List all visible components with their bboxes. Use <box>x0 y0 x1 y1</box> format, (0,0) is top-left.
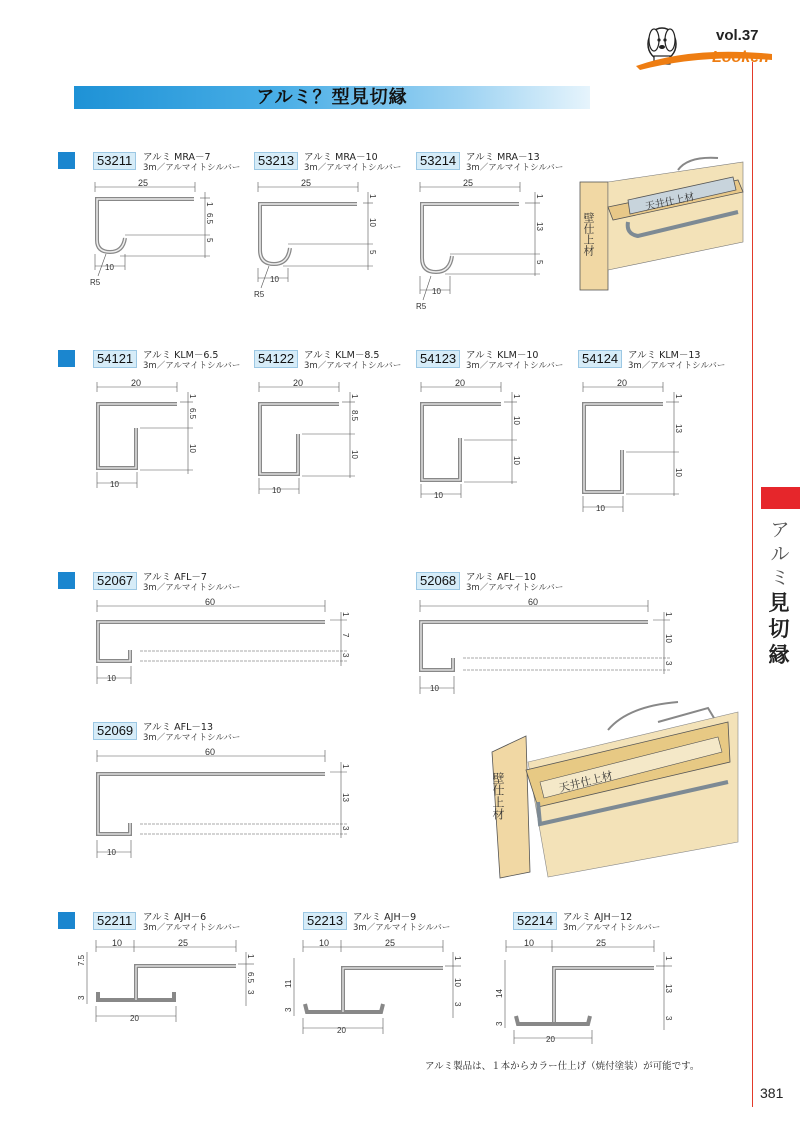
product-name: アルミ MRA－10 <box>304 152 378 163</box>
svg-text:10: 10 <box>105 263 114 272</box>
svg-text:10: 10 <box>112 938 123 948</box>
svg-text:25: 25 <box>596 938 607 948</box>
product-spec: 3m／アルマイトシルバー <box>143 733 241 743</box>
svg-text:3: 3 <box>341 826 350 831</box>
svg-text:6.5: 6.5 <box>188 408 197 420</box>
svg-text:10: 10 <box>664 634 673 643</box>
side-tab-title: 見切縁 <box>768 591 790 667</box>
profile-drawing-ajh9 <box>285 938 467 1038</box>
svg-text:10: 10 <box>432 287 441 296</box>
svg-text:10: 10 <box>453 978 462 987</box>
svg-text:10: 10 <box>272 486 281 495</box>
svg-text:25: 25 <box>385 938 396 948</box>
product-spec: 3m／アルマイトシルバー <box>304 361 402 371</box>
profile-drawing-ajh6 <box>78 938 260 1028</box>
svg-text:10: 10 <box>368 218 377 227</box>
svg-text:25: 25 <box>301 178 312 188</box>
svg-text:25: 25 <box>138 178 149 188</box>
svg-text:1: 1 <box>368 194 377 199</box>
profile-drawing-afl7 <box>85 598 355 688</box>
svg-text:1: 1 <box>341 764 350 769</box>
svg-text:1: 1 <box>535 194 544 199</box>
product-spec: 3m／アルマイトシルバー <box>563 923 661 933</box>
svg-text:13: 13 <box>341 793 350 802</box>
section-marker <box>58 912 75 929</box>
section-marker <box>58 572 75 589</box>
product-name: アルミ AJH－12 <box>563 912 633 923</box>
product-name: アルミ MRA－7 <box>143 152 211 163</box>
product-code: 54122 <box>254 350 298 368</box>
product-code: 52068 <box>416 572 460 590</box>
svg-text:6.5: 6.5 <box>205 213 214 225</box>
profile-drawing-mra13 <box>405 178 550 313</box>
product-code: 52213 <box>303 912 347 930</box>
svg-text:3: 3 <box>341 653 350 658</box>
svg-text:13: 13 <box>535 222 544 231</box>
product-code: 53214 <box>416 152 460 170</box>
profile-drawing-afl13 <box>85 748 355 863</box>
wall-label: 壁仕上材 <box>582 212 594 256</box>
svg-text:1: 1 <box>664 956 673 961</box>
product-code: 52214 <box>513 912 557 930</box>
profile-drawing-mra10 <box>243 178 383 303</box>
svg-text:10: 10 <box>188 444 197 453</box>
svg-text:R5: R5 <box>90 278 101 287</box>
side-tab-marker <box>761 487 800 509</box>
product-spec: 3m／アルマイトシルバー <box>466 583 564 593</box>
svg-text:1: 1 <box>205 202 214 207</box>
svg-text:3: 3 <box>664 1016 673 1021</box>
svg-text:10: 10 <box>434 491 443 500</box>
svg-text:14: 14 <box>495 989 504 998</box>
svg-text:20: 20 <box>130 1014 139 1023</box>
svg-text:11: 11 <box>284 979 293 988</box>
section-marker <box>58 350 75 367</box>
svg-text:1: 1 <box>664 612 673 617</box>
svg-text:3: 3 <box>284 1007 293 1012</box>
svg-text:8.5: 8.5 <box>350 410 359 422</box>
installation-illustration-afl <box>478 692 748 882</box>
svg-text:10: 10 <box>107 848 116 857</box>
svg-text:25: 25 <box>178 938 189 948</box>
profile-drawing-ajh12 <box>488 938 678 1048</box>
svg-text:10: 10 <box>107 674 116 683</box>
svg-text:1: 1 <box>188 394 197 399</box>
profile-drawing-mra7 <box>80 178 220 293</box>
svg-text:13: 13 <box>664 984 673 993</box>
product-code: 53213 <box>254 152 298 170</box>
product-name: アルミ KLM－6.5 <box>143 350 219 361</box>
svg-text:6.5: 6.5 <box>246 972 255 984</box>
svg-text:5: 5 <box>205 238 214 243</box>
svg-text:20: 20 <box>337 1026 346 1035</box>
svg-text:R5: R5 <box>254 290 265 299</box>
svg-text:R5: R5 <box>416 302 427 311</box>
svg-text:10: 10 <box>319 938 330 948</box>
installation-illustration-mra <box>568 152 748 292</box>
product-code: 52067 <box>93 572 137 590</box>
product-name: アルミ AJH－6 <box>143 912 207 923</box>
svg-text:10: 10 <box>512 456 521 465</box>
svg-text:10: 10 <box>512 416 521 425</box>
svg-text:3: 3 <box>495 1021 504 1026</box>
svg-text:10: 10 <box>430 684 439 693</box>
svg-text:10: 10 <box>596 504 605 513</box>
product-name: アルミ KLM－10 <box>466 350 539 361</box>
product-spec: 3m／アルマイトシルバー <box>353 923 451 933</box>
svg-text:20: 20 <box>293 378 304 388</box>
profile-drawing-afl10 <box>408 598 678 698</box>
profile-drawing-klm10 <box>409 378 524 503</box>
wall-label: 壁仕上材 <box>491 772 505 820</box>
product-spec: 3m／アルマイトシルバー <box>143 923 241 933</box>
ceiling-label: 天井仕上材 <box>557 769 615 795</box>
side-tab-category: アルミ <box>770 519 790 589</box>
svg-text:20: 20 <box>131 378 142 388</box>
svg-text:3: 3 <box>77 995 86 1000</box>
svg-text:1: 1 <box>512 394 521 399</box>
page-edge-line <box>752 62 753 1107</box>
product-code: 54123 <box>416 350 460 368</box>
product-code: 52211 <box>93 912 136 930</box>
svg-text:13: 13 <box>674 424 683 433</box>
product-name: アルミ AFL－7 <box>143 572 207 583</box>
svg-text:3: 3 <box>664 661 673 666</box>
product-name: アルミ AFL－10 <box>466 572 536 583</box>
page-title-bar <box>74 86 590 109</box>
page-title: アルミ？型見切縁 <box>256 87 408 108</box>
svg-text:10: 10 <box>270 275 279 284</box>
product-spec: 3m／アルマイトシルバー <box>143 583 241 593</box>
product-name: アルミ KLM－13 <box>628 350 701 361</box>
product-spec: 3m／アルマイトシルバー <box>466 361 564 371</box>
product-spec: 3m／アルマイトシルバー <box>304 163 402 173</box>
product-spec: 3m／アルマイトシルバー <box>466 163 564 173</box>
svg-text:1: 1 <box>341 612 350 617</box>
product-spec: 3m／アルマイトシルバー <box>143 163 241 173</box>
svg-text:5: 5 <box>368 250 377 255</box>
svg-text:25: 25 <box>463 178 474 188</box>
svg-text:7.5: 7.5 <box>77 954 86 966</box>
svg-text:20: 20 <box>455 378 466 388</box>
svg-text:60: 60 <box>205 747 216 757</box>
volume-label: vol.37 <box>716 27 759 44</box>
svg-text:7: 7 <box>341 633 350 638</box>
svg-text:1: 1 <box>453 956 462 961</box>
logo-text: Looken <box>712 49 769 66</box>
svg-text:1: 1 <box>674 394 683 399</box>
svg-text:5: 5 <box>535 260 544 265</box>
svg-text:1: 1 <box>246 954 255 959</box>
svg-text:1: 1 <box>350 394 359 399</box>
product-code: 53211 <box>93 152 136 170</box>
page-number: 381 <box>760 1085 784 1101</box>
product-code: 54121 <box>93 350 137 368</box>
color-finish-note: アルミ製品は、１本からカラー仕上げ（焼付塗装）が可能です。 <box>425 1061 700 1072</box>
profile-drawing-klm65 <box>85 378 200 493</box>
profile-drawing-klm85 <box>247 378 362 498</box>
product-name: アルミ AJH－9 <box>353 912 417 923</box>
product-name: アルミ MRA－13 <box>466 152 540 163</box>
product-name: アルミ AFL－13 <box>143 722 213 733</box>
svg-text:20: 20 <box>546 1035 555 1044</box>
svg-text:10: 10 <box>674 468 683 477</box>
product-spec: 3m／アルマイトシルバー <box>628 361 726 371</box>
product-code: 54124 <box>578 350 622 368</box>
svg-text:3: 3 <box>246 990 255 995</box>
svg-text:10: 10 <box>350 450 359 459</box>
svg-text:3: 3 <box>453 1002 462 1007</box>
ceiling-label: 天井仕上材 <box>644 191 696 213</box>
product-spec: 3m／アルマイトシルバー <box>143 361 241 371</box>
svg-text:10: 10 <box>110 480 119 489</box>
brand-logo <box>632 10 782 70</box>
product-code: 52069 <box>93 722 137 740</box>
product-name: アルミ KLM－8.5 <box>304 350 380 361</box>
profile-drawing-klm13 <box>571 378 686 518</box>
svg-text:20: 20 <box>617 378 628 388</box>
svg-text:60: 60 <box>528 597 539 607</box>
svg-text:60: 60 <box>205 597 216 607</box>
svg-text:10: 10 <box>524 938 535 948</box>
section-marker <box>58 152 75 169</box>
